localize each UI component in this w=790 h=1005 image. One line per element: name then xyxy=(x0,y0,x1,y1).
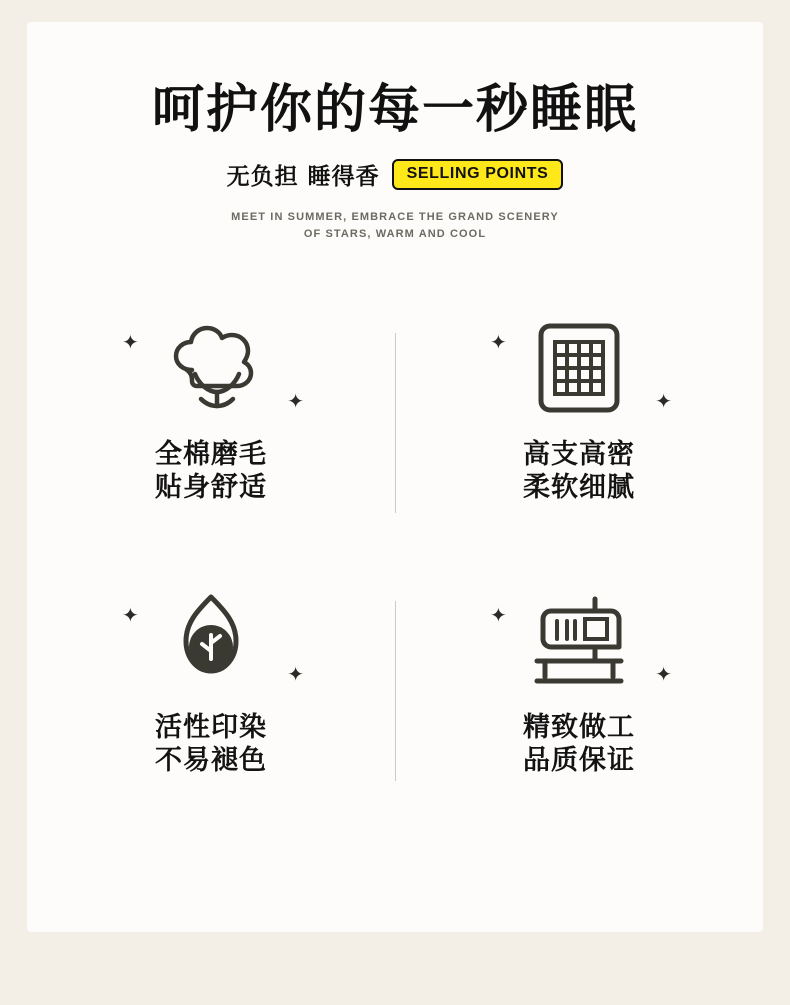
icon-wrap xyxy=(116,588,306,693)
promo-card xyxy=(27,22,763,932)
feature-item-cotton xyxy=(27,315,395,504)
status-badge: SELLING POINTS xyxy=(392,159,564,190)
divider-top xyxy=(395,333,396,513)
page-title: 呵护你的每一秒睡眠 xyxy=(151,80,638,140)
feature-label-line1: 高支高密 xyxy=(523,439,635,470)
english-tagline-line1: MEET IN SUMMER, EMBRACE THE GRAND SCENERY xyxy=(231,211,559,223)
subtitle-text: 无负担 睡得香 xyxy=(226,164,380,190)
feature-label-line1: 精致做工 xyxy=(523,712,635,743)
sparkle-icon: ✦ xyxy=(490,332,507,354)
feature-label-line2: 柔软细腻 xyxy=(523,472,635,503)
header-block xyxy=(27,22,763,243)
sparkle-icon: ✦ xyxy=(122,332,139,354)
feature-label-line2: 贴身舒适 xyxy=(155,472,267,503)
feature-item-weave xyxy=(395,315,763,504)
sewing-machine-icon xyxy=(527,593,631,689)
english-tagline-line2: OF STARS, WARM AND COOL xyxy=(303,228,487,240)
icon-wrap xyxy=(116,315,306,420)
sparkle-icon: ✦ xyxy=(655,391,672,413)
feature-label xyxy=(155,711,267,777)
fabric-weave-icon xyxy=(533,320,625,416)
feature-label xyxy=(155,438,267,504)
sparkle-icon: ✦ xyxy=(287,391,304,413)
feature-label-line2: 不易褪色 xyxy=(155,745,267,776)
subtitle-row xyxy=(27,158,763,191)
divider-bottom xyxy=(395,601,396,781)
sparkle-icon: ✦ xyxy=(287,664,304,686)
feature-item-craft xyxy=(395,588,763,777)
icon-wrap xyxy=(484,588,674,693)
english-tagline xyxy=(27,209,763,243)
sparkle-icon: ✦ xyxy=(490,605,507,627)
feature-label-line1: 活性印染 xyxy=(155,712,267,743)
cotton-boll-icon xyxy=(157,318,265,418)
feature-label-line2: 品质保证 xyxy=(523,745,635,776)
icon-wrap xyxy=(484,315,674,420)
feature-grid xyxy=(27,315,763,777)
feature-label xyxy=(523,711,635,777)
feature-item-dye xyxy=(27,588,395,777)
feature-label xyxy=(523,438,635,504)
sparkle-icon: ✦ xyxy=(122,605,139,627)
sparkle-icon: ✦ xyxy=(655,664,672,686)
leaf-dye-icon xyxy=(168,591,254,691)
feature-label-line1: 全棉磨毛 xyxy=(155,439,267,470)
